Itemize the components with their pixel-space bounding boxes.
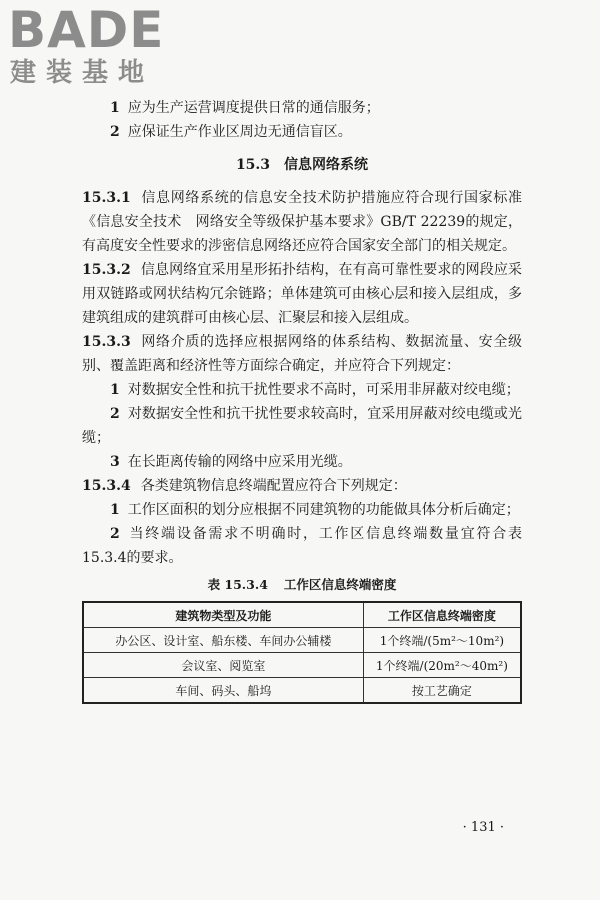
list-item: 1 工作区面积的划分应根据不同建筑物的功能做具体分析后确定； [110, 502, 520, 518]
table-row [83, 678, 521, 704]
table-cell: 办公区、设计室、船东楼、车间办公辅楼 [83, 628, 363, 653]
table-row [83, 628, 521, 653]
page-number: · 131 · [462, 820, 504, 835]
list-item: 1 应为生产运营调度提供日常的通信服务； [110, 100, 380, 116]
document-body [82, 96, 522, 704]
column-header: 工作区信息终端密度 [363, 602, 521, 628]
table-header-row [83, 602, 521, 628]
logo-wordmark: BADE [8, 1, 165, 59]
terminal-density-table [82, 601, 522, 704]
logo-subtitle: 建装基地 [10, 58, 155, 88]
clause-15-3-4: 15.3.4 各类建筑物信息终端配置应符合下列规定： [82, 478, 407, 494]
table-cell: 会议室、阅览室 [83, 653, 363, 678]
column-header: 建筑物类型及功能 [83, 602, 363, 628]
list-item: 2 当终端设备需求不明确时，工作区信息终端数量宜符合表15.3.4的要求。 [82, 526, 522, 566]
table-caption: 表 15.3.4 工作区信息终端密度 [207, 577, 397, 592]
table-cell: 1个终端/(5m²～10m²) [363, 628, 521, 653]
table-row [83, 653, 521, 678]
table-cell: 车间、码头、船坞 [83, 678, 363, 704]
list-item: 3 在长距离传输的网络中应采用光缆。 [110, 454, 352, 470]
table-cell: 1个终端/(20m²～40m²) [363, 653, 521, 678]
clause-15-3-2: 15.3.2 信息网络宜采用星形拓扑结构，在有高可靠性要求的网段应采用双链路或网状结构冗余链路；单体建筑可由核心层和接入层组成，多建筑组成的建筑群可由核心层、汇聚层和接入层组成。 [82, 262, 522, 326]
list-item: 1 对数据安全性和抗干扰性要求不高时，可采用非屏蔽对绞电缆； [110, 382, 520, 398]
section-heading: 15.3 信息网络系统 [235, 157, 369, 173]
list-item: 2 对数据安全性和抗干扰性要求较高时，宜采用屏蔽对绞电缆或光缆； [82, 406, 522, 446]
list-item: 2 应保证生产作业区周边无通信盲区。 [110, 124, 352, 140]
clause-15-3-3: 15.3.3 网络介质的选择应根据网络的体系结构、数据流量、安全级别、覆盖距离和经济性等方面综合确定，并应符合下列规定： [82, 334, 522, 374]
bade-logo [8, 1, 178, 94]
clause-15-3-1: 15.3.1 信息网络系统的信息安全技术防护措施应符合现行国家标准《信息安全技术 网络安全等级保护基本要求》GB/T 22239的规定，有高度安全性要求的涉密信息网络还应符合国家安全部门的相关规定。 [82, 190, 522, 254]
table-cell: 按工艺确定 [363, 678, 521, 704]
